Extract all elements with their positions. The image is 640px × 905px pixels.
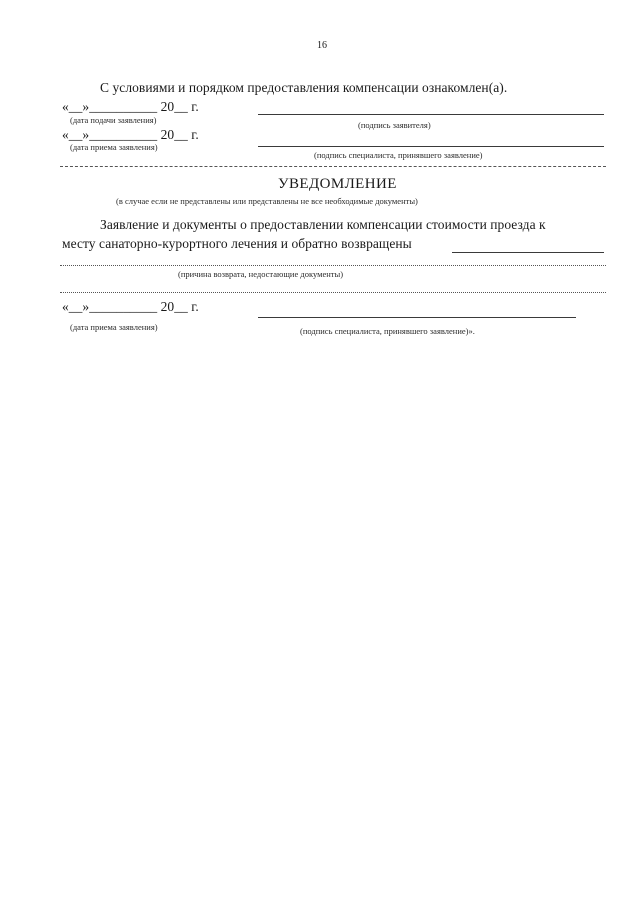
page-number: 16 [317,40,327,51]
notice-body-line-2: месту санаторно-курортного лечения и обратно возвращены [62,236,412,251]
specialist-signature-line [258,146,604,147]
notice-title: УВЕДОМЛЕНИЕ [278,176,397,192]
return-reason-line [60,265,606,266]
return-inline-line [452,252,604,253]
notice-signature-caption: (подпись специалиста, принявшего заявление)». [300,326,475,336]
specialist-signature-caption: (подпись специалиста, принявшего заявление) [314,150,483,160]
date-receipt-line: «__»__________ 20__ г. [62,127,199,142]
date-submit-line: «__»__________ 20__ г. [62,99,199,114]
return-reason-extra-line [60,292,606,293]
notice-subtitle: (в случае если не представлены или представлены не все необходимые документы) [116,196,418,206]
applicant-signature-line [258,114,604,115]
date-receipt-caption: (дата приема заявления) [70,142,158,152]
consent-statement: С условиями и порядком предоставления компенсации ознакомлен(а). [100,80,508,95]
date-submit-caption: (дата подачи заявления) [70,115,157,125]
notice-signature-line [258,317,576,318]
applicant-signature-caption: (подпись заявителя) [358,120,431,130]
return-reason-caption: (причина возврата, недостающие документы) [178,269,344,279]
notice-body-line-1: Заявление и документы о предоставлении компенсации стоимости проезда к [100,217,546,232]
notice-date-line: «__»__________ 20__ г. [62,299,199,314]
cut-line [60,166,606,167]
notice-date-caption: (дата приема заявления) [70,322,158,332]
